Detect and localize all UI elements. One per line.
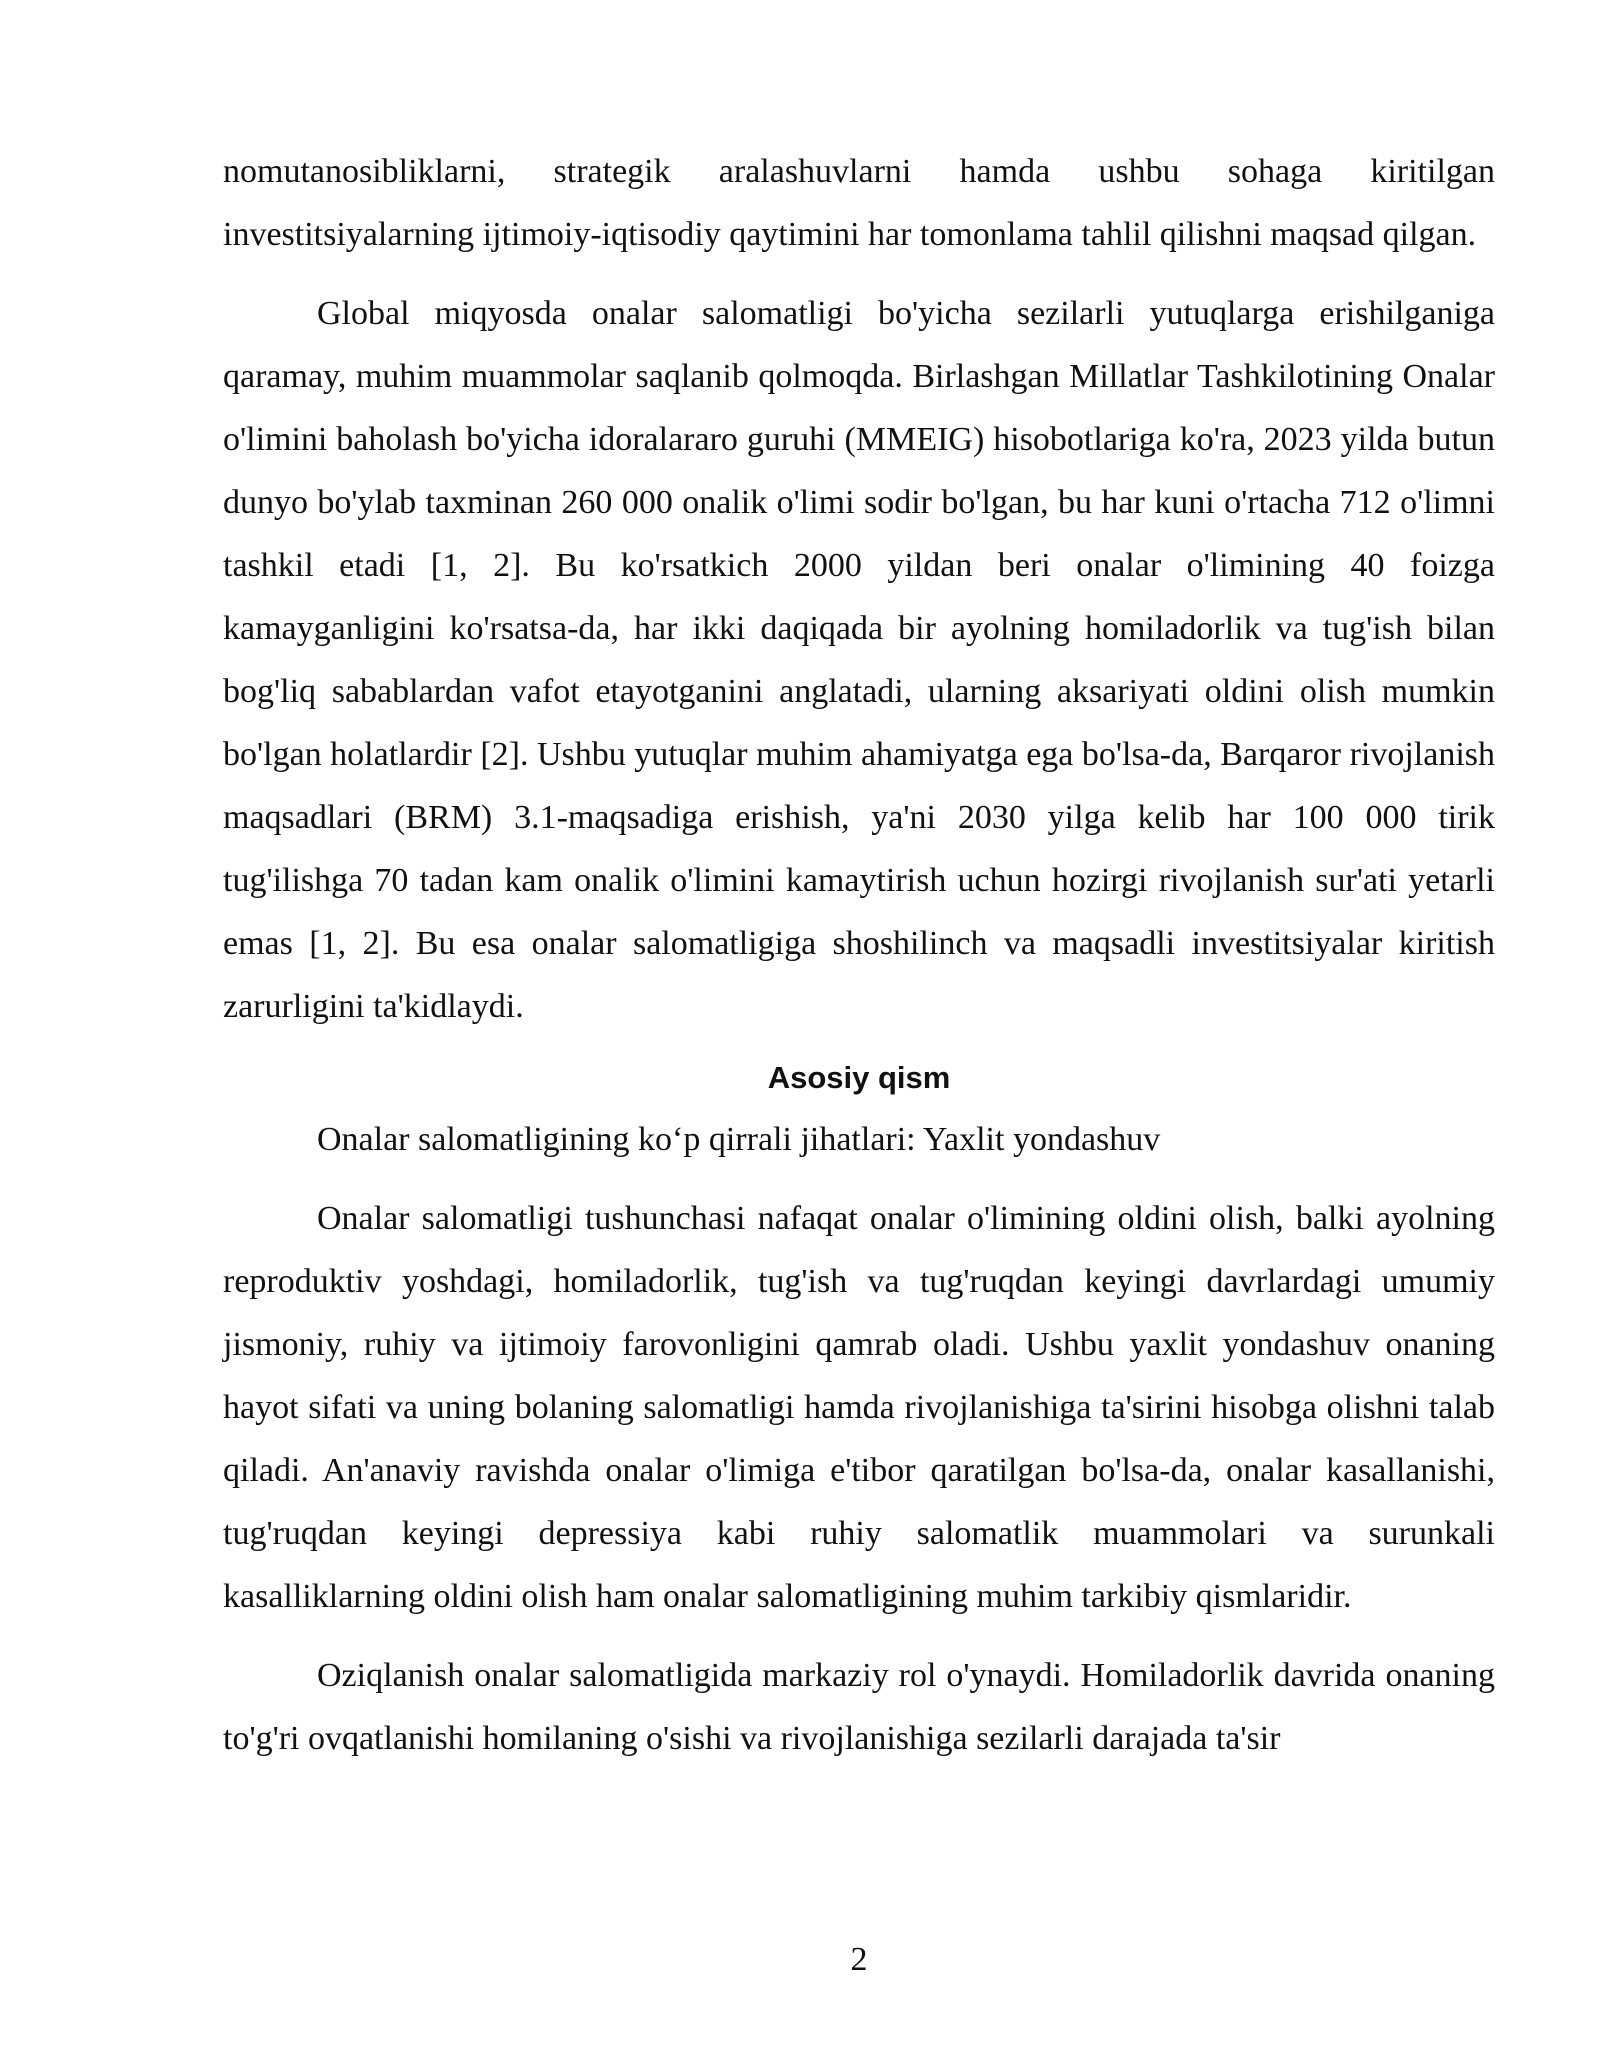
page-number: 2 [850, 1941, 868, 1978]
document-page [223, 140, 1495, 1770]
paragraph-holistic-approach: Onalar salomatligi tushunchasi nafaqat onalar o'limining oldini olish, balki ayolning reproduktiv yoshdagi, homiladorlik, tug'ish va tug'ruqdan keyingi davrlardagi umumiy jismoniy, ruhiy va ijtimoiy farovonligini qamrab oladi. Ushbu yaxlit yondashuv onaning hayot sifati va uning bolaning salomatligi hamda rivojlanishiga ta'sirini hisobga olishni talab qiladi. An'anaviy ravishda onalar o'limiga e'tibor qaratilgan bo'lsa-da, onalar kasallanishi, tug'ruqdan keyingi depressiya kabi ruhiy salomatlik muammolari va surunkali kasalliklarning oldini olish ham onalar salomatligining muhim tarkibiy qismlaridir. [223, 1200, 1495, 1615]
paragraph-intro-continuation: nomutanosibliklarni, strategik aralashuvlarni hamda ushbu sohaga kiritilgan investitsiyalarning ijtimoiy-iqtisodiy qaytimini har tomonlama tahlil qilishni maqsad qilgan. [223, 153, 1495, 253]
paragraph-nutrition: Oziqlanish onalar salomatligida markaziy rol o'ynaydi. Homiladorlik davrida onaning to'g'ri ovqatlanishi homilaning o'sishi va rivojlanishiga sezilarli darajada ta'sir [223, 1657, 1495, 1757]
section-heading: Asosiy qism [767, 1060, 951, 1095]
paragraph-global-maternal-health: Global miqyosda onalar salomatligi bo'yicha sezilarli yutuqlarga erishilganiga qaramay, muhim muammolar saqlanib qolmoqda. Birlashgan Millatlar Tashkilotining Onalar o'limini baholash bo'yicha idoralararo guruhi (MMEIG) hisobotlariga ko'ra, 2023 yilda butun dunyo bo'ylab taxminan 260 000 onalik o'limi sodir bo'lgan, bu har kuni o'rtacha 712 o'limni tashkil etadi [1, 2]. Bu ko'rsatkich 2000 yildan beri onalar o'limining 40 foizga kamayganligini ko'rsatsa-da, har ikki daqiqada bir ayolning homiladorlik va tug'ish bilan bog'liq sabablardan vafot etayotganini anglatadi, ularning aksariyati oldini olish mumkin bo'lgan holatlardir [2]. Ushbu yutuqlar muhim ahamiyatga ega bo'lsa-da, Barqaror rivojlanish maqsadlari (BRM) 3.1-maqsadiga erishish, ya'ni 2030 yilga kelib har 100 000 tirik tug'ilishga 70 tadan kam onalik o'limini kamaytirish uchun hozirgi rivojlanish sur'ati yetarli emas [1, 2]. Bu esa onalar salomatligiga shoshilinch va maqsadli investitsiyalar kiritish zarurligini ta'kidlaydi. [223, 295, 1495, 1025]
subsection-heading: Onalar salomatligining ko‘p qirrali jihatlari: Yaxlit yondashuv [317, 1121, 1161, 1158]
